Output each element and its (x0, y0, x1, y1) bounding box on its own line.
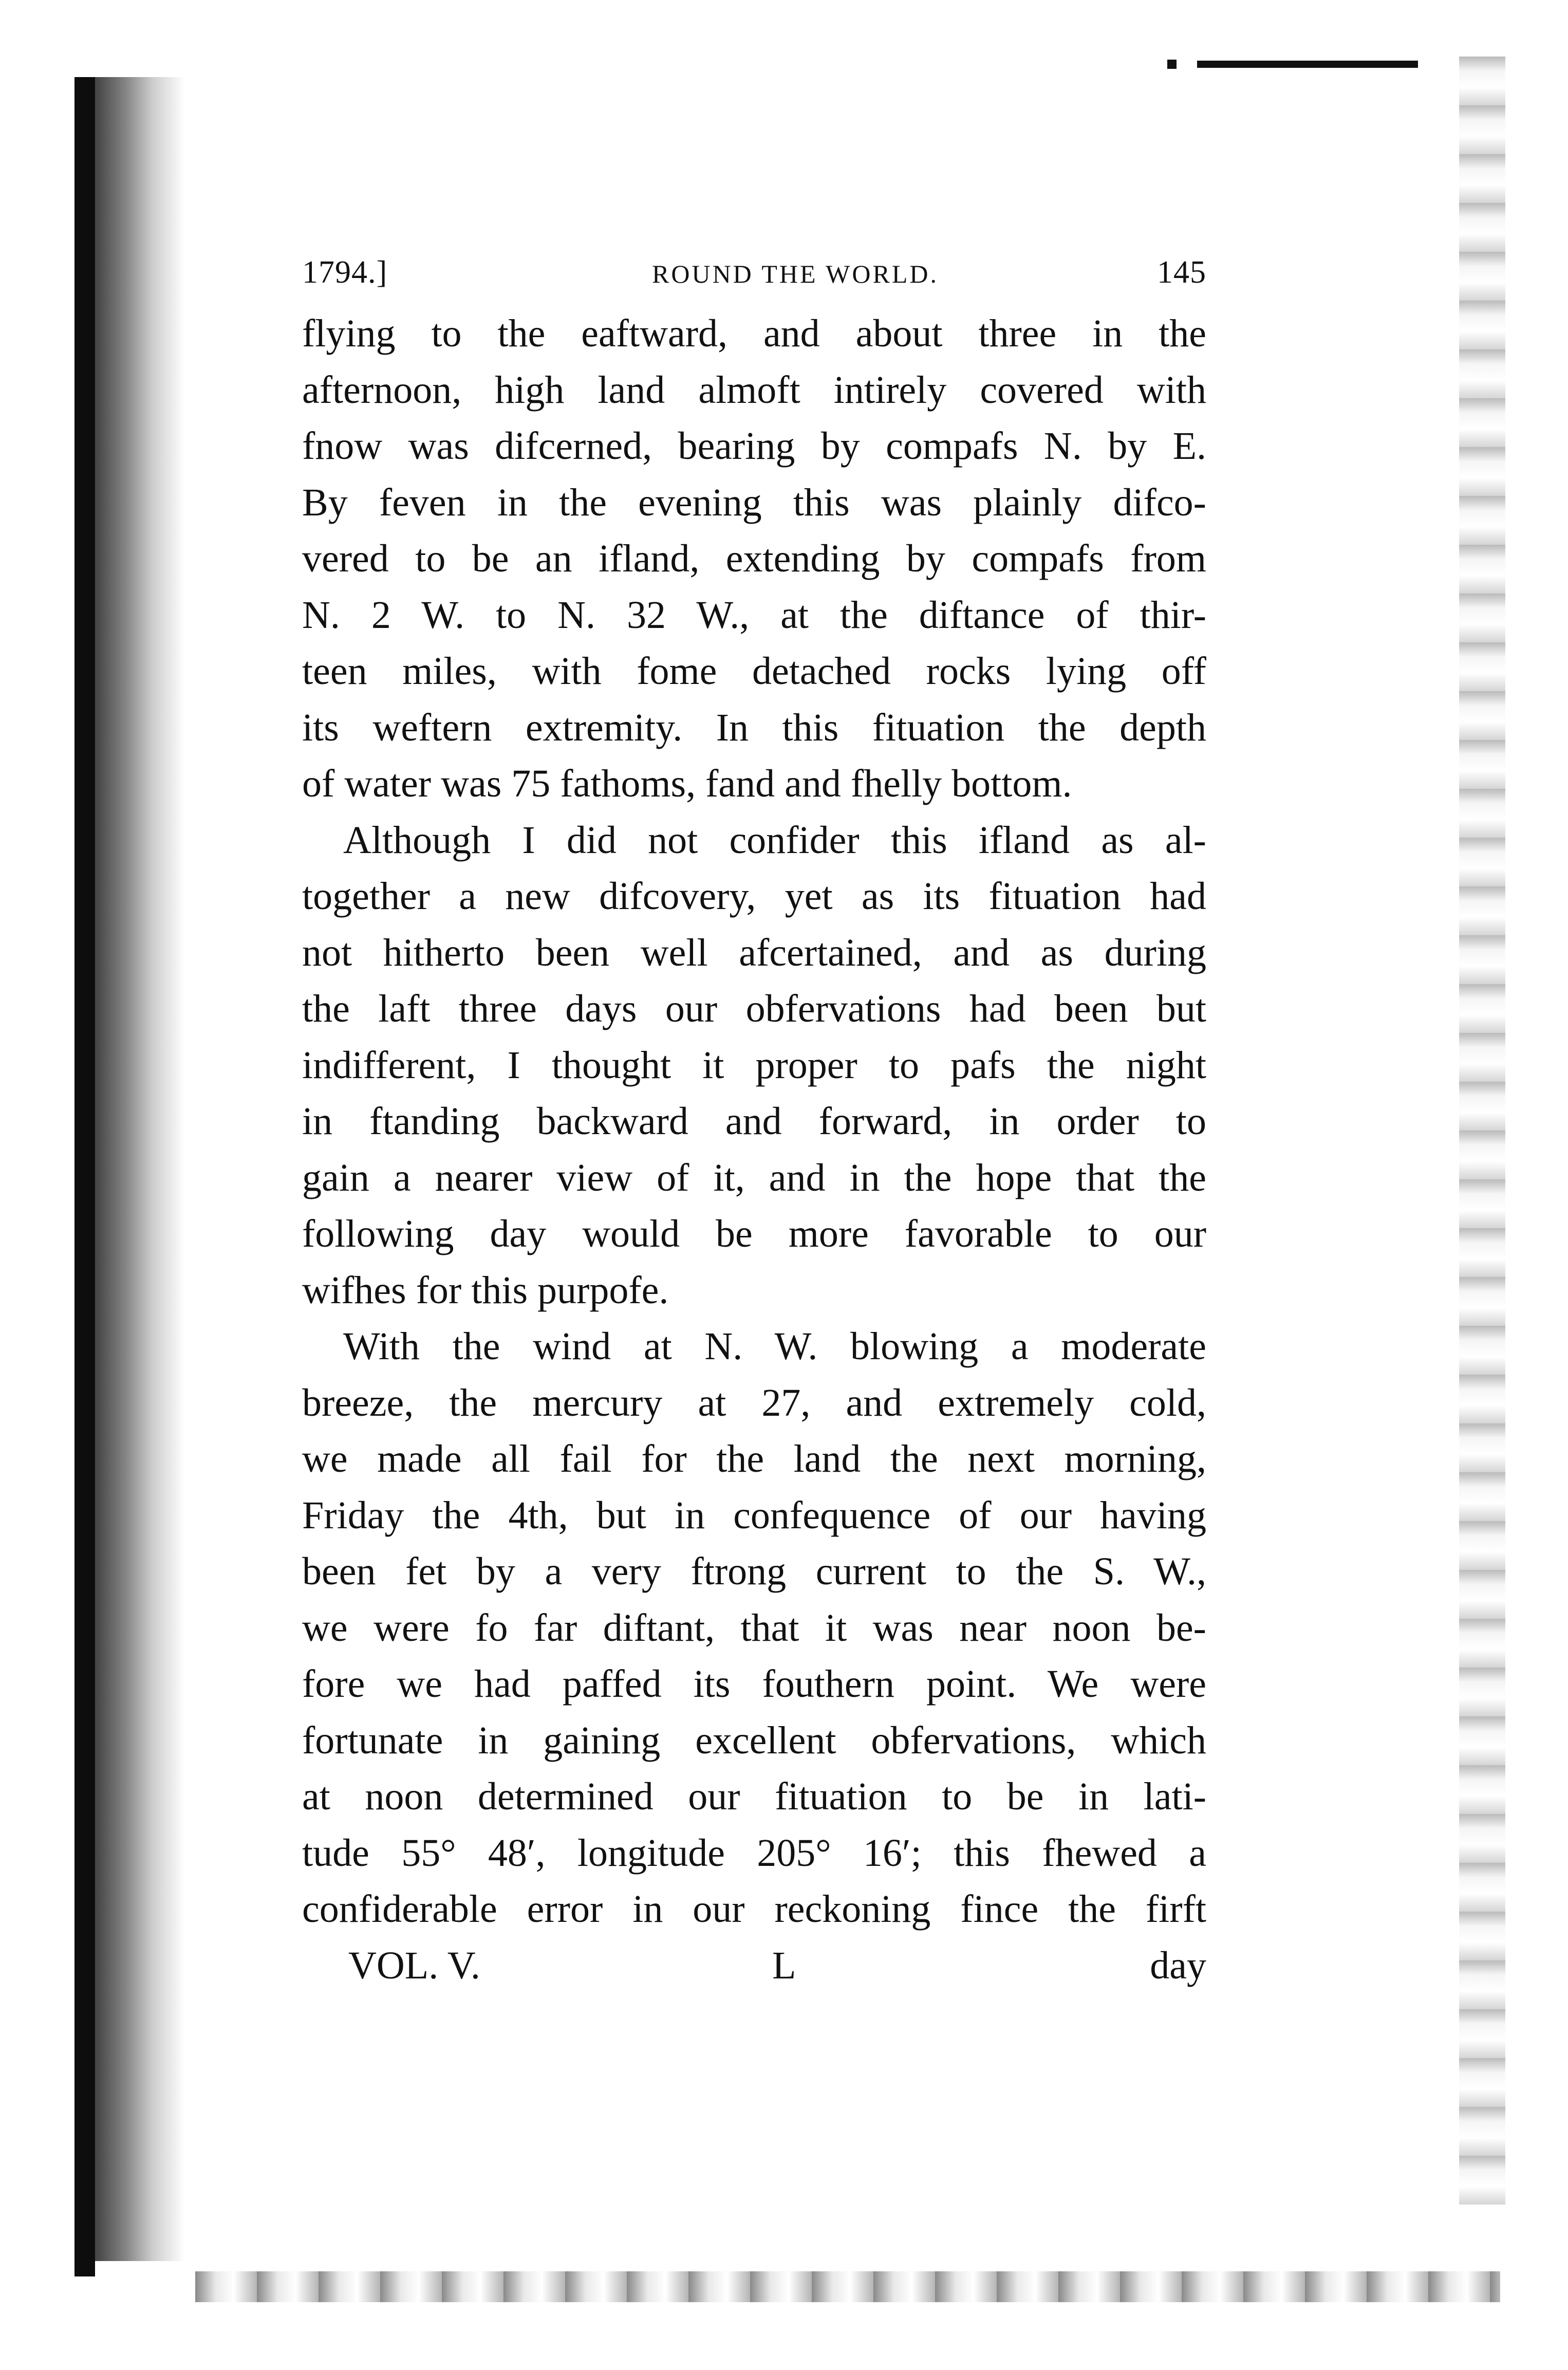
body-text (302, 306, 1206, 1938)
text-line: confiderable error in our reckoning fince the firft (302, 1887, 1206, 1931)
volume-label: VOL. V. (348, 1943, 480, 1987)
text-line: Although I did not confider this ifland as al- (343, 818, 1206, 862)
scan-top-mark-dot (1167, 60, 1177, 69)
text-line: fore we had paffed its fouthern point. We were (302, 1662, 1206, 1706)
text-line: we were fo far diftant, that it was near noon be- (302, 1606, 1206, 1650)
text-line: N. 2 W. to N. 32 W., at the diftance of thir- (302, 593, 1206, 637)
text-line: been fet by a very ftrong current to the S. W., (302, 1550, 1206, 1593)
text-line: flying to the eaftward, and about three in the (302, 312, 1206, 355)
text-line: indifferent, I thought it proper to pafs the night (302, 1043, 1206, 1087)
text-line: in ftanding backward and forward, in order to (302, 1100, 1206, 1143)
signature-mark: L (772, 1943, 796, 1987)
scan-right-edge (1459, 57, 1505, 2205)
text-line: fortunate in gaining excellent obfervations, which (302, 1718, 1206, 1762)
catchword: day (1150, 1943, 1206, 1987)
text-line: teen miles, with fome detached rocks lying off (302, 650, 1206, 693)
text-line: together a new difcovery, yet as its fituation had (302, 875, 1206, 918)
text-line: By feven in the evening this was plainly difco- (302, 480, 1206, 524)
text-line: wifhes for this purpofe. (302, 1268, 669, 1312)
book-page (302, 254, 1206, 1994)
text-line: at noon determined our fituation to be in lati- (302, 1775, 1206, 1818)
text-line: the laft three days our obfervations had been but (302, 987, 1206, 1030)
scan-top-mark-bar (1197, 61, 1418, 68)
text-line: With the wind at N. W. blowing a moderate (343, 1325, 1206, 1368)
catchline (302, 1938, 1206, 1994)
text-line: not hitherto been well afcertained, and as during (302, 931, 1206, 974)
text-line: afternoon, high land almoft intirely covered with (302, 368, 1206, 412)
text-line: gain a nearer view of it, and in the hope that the (302, 1156, 1206, 1199)
text-line: of water was 75 fathoms, fand and fhelly bottom. (302, 762, 1072, 805)
scan-gutter-edge (74, 77, 95, 2276)
running-head-title: ROUND THE WORLD. (652, 260, 939, 288)
text-line: tude 55° 48′, longitude 205° 16′; this fhewed a (302, 1831, 1206, 1875)
text-line: its weftern extremity. In this fituation the depth (302, 706, 1206, 749)
text-line: Friday the 4th, but in confequence of our having (302, 1493, 1206, 1537)
text-line: following day would be more favorable to our (302, 1212, 1206, 1255)
page-number: 145 (1157, 255, 1206, 290)
text-line: breeze, the mercury at 27, and extremely cold, (302, 1381, 1206, 1424)
running-head-year: 1794.] (302, 255, 388, 290)
text-line: fnow was difcerned, bearing by compafs N. by E. (302, 424, 1206, 468)
scan-bottom-edge (195, 2271, 1500, 2302)
text-line: vered to be an ifland, extending by compafs from (302, 537, 1206, 580)
text-line: we made all fail for the land the next morning, (302, 1437, 1206, 1480)
running-head (302, 254, 1206, 306)
